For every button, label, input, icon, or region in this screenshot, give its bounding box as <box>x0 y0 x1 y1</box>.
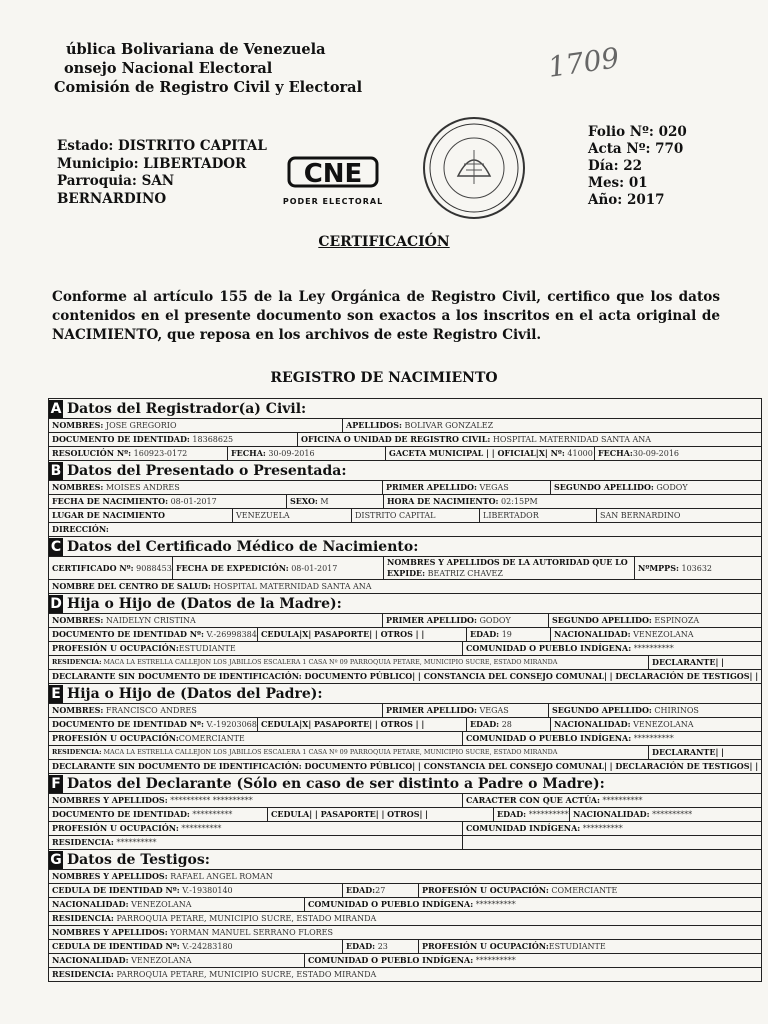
section-title: Datos del Declarante (Sólo en caso de ser distinto a Padre o Madre): <box>67 775 605 792</box>
declarant-capacity: CARACTER CON QUE ACTÚA: ********** <box>466 795 643 805</box>
child-second-surname: SEGUNDO APELLIDO: GODOY <box>554 482 688 492</box>
table-row <box>49 898 761 912</box>
mother-first-surname: PRIMER APELLIDO: GODOY <box>383 614 549 627</box>
table-row <box>49 523 761 537</box>
child-names: NOMBRES: MOISES ANDRES <box>49 481 383 494</box>
declarant-occupation: PROFESIÓN U OCUPACIÓN: ********** <box>49 822 463 835</box>
table-row <box>49 870 761 884</box>
declarant-age: EDAD: ********** <box>494 808 570 821</box>
table-row <box>49 968 761 981</box>
table-row <box>49 954 761 968</box>
location-parroquia-cont: BERNARDINO <box>57 190 167 207</box>
father-names: NOMBRES: FRANCISCO ANDRES <box>49 704 383 717</box>
health-center: NOMBRE DEL CENTRO DE SALUD: HOSPITAL MATERNIDAD SANTA ANA <box>52 581 372 591</box>
official-seal <box>420 114 528 222</box>
mpps-number: NºMPPS: 103632 <box>638 563 713 573</box>
table-row <box>49 419 761 433</box>
birthplace-state: DISTRITO CAPITAL <box>352 509 480 522</box>
table-row <box>49 718 761 732</box>
cne-logo <box>283 150 383 210</box>
table-row <box>49 794 761 808</box>
resolution-number: RESOLUCIÓN Nº: 160923-0172 <box>49 447 228 460</box>
witness-2-indigenous-community: COMUNIDAD O PUEBLO INDÍGENA: ********** <box>308 955 516 965</box>
issuer-line-3: Comisión de Registro Civil y Electoral <box>54 79 363 96</box>
witness-2-residence: RESIDENCIA: PARROQUIA PETARE, MUNICIPIO SUCRE, ESTADO MIRANDA <box>52 969 377 979</box>
section-a-header <box>49 399 761 419</box>
section-title: Datos del Presentado o Presentada: <box>67 462 347 479</box>
mother-names: NOMBRES: NAIDELYN CRISTINA <box>49 614 383 627</box>
witness-2-age: EDAD: 23 <box>343 940 419 953</box>
mother-residence: RESIDENCIA: MACA LA ESTRELLA CALLEJON LOS JABILLOS ESCALERA 1 CASA Nº 09 PARROQUIA PETARE, MUNICIPIO SUCRE, ESTADO MIRANDA <box>49 656 649 669</box>
section-c-header <box>49 537 761 557</box>
declarant-id: DOCUMENTO DE IDENTIDAD: ********** <box>49 808 268 821</box>
registry-title: REGISTRO DE NACIMIENTO <box>270 370 498 386</box>
table-row <box>49 614 761 628</box>
issue-date: FECHA DE EXPEDICIÓN: 08-01-2017 <box>173 557 384 579</box>
section-letter: F <box>49 775 63 793</box>
birth-date: FECHA DE NACIMIENTO: 08-01-2017 <box>49 495 287 508</box>
birth-registry-table <box>48 398 762 982</box>
table-row <box>49 822 761 836</box>
birth-time: HORA DE NACIMIENTO: 02:15PM <box>387 496 538 506</box>
birthplace-municipality: LIBERTADOR <box>480 509 597 522</box>
table-row <box>49 704 761 718</box>
section-letter: A <box>50 400 62 417</box>
section-letter: C <box>50 538 62 555</box>
certificate-number: CERTIFICADO Nº: 9088453 <box>49 557 173 579</box>
cne-logo-text: CNE <box>303 159 363 189</box>
acta-number: Acta Nº: 770 <box>588 141 684 157</box>
witness-1-id: CEDULA DE IDENTIDAD Nº: V.-19380140 <box>49 884 343 897</box>
declarant-id-type: CEDULA| | PASAPORTE| | OTROS| | <box>268 808 494 821</box>
issuer-header <box>54 40 362 97</box>
father-id: DOCUMENTO DE IDENTIDAD Nº: V.-19203068 <box>49 718 258 731</box>
folio-number: Folio Nº: 020 <box>588 124 687 140</box>
child-first-surname: PRIMER APELLIDO: VEGAS <box>383 481 551 494</box>
section-e-header <box>49 684 761 704</box>
father-first-surname: PRIMER APELLIDO: VEGAS <box>383 704 549 717</box>
table-row <box>49 447 761 461</box>
table-row <box>49 433 761 447</box>
folio-year: Año: 2017 <box>588 192 665 208</box>
mother-no-document: DECLARANTE SIN DOCUMENTO DE IDENTIFICACIÓN: DOCUMENTO PÚBLICO| | CONSTANCIA DEL CONSEJO COMUNAL| | DECLARACIÓN DE TESTIGOS| | <box>52 671 759 681</box>
table-row <box>49 656 761 670</box>
witness-2-nationality: NACIONALIDAD: VENEZOLANA <box>49 954 305 967</box>
father-age: EDAD: 28 <box>467 718 551 731</box>
witness-1-occupation: PROFESIÓN U OCUPACIÓN: COMERCIANTE <box>422 885 618 895</box>
section-letter: D <box>50 595 62 612</box>
certification-paragraph: Conforme al artículo 155 de la Ley Orgánica de Registro Civil, certifico que los datos contenidos en el presente documento son exactos a los inscritos en el acta original de NACIMIENTO, que reposa en los archivos de este Registro Civil. <box>52 289 720 343</box>
father-occupation: PROFESIÓN U OCUPACIÓN:COMERCIANTE <box>49 732 463 745</box>
mother-second-surname: SEGUNDO APELLIDO: ESPINOZA <box>552 615 700 625</box>
father-residence: RESIDENCIA: MACA LA ESTRELLA CALLEJON LOS JABILLOS ESCALERA 1 CASA Nº 09 PARROQUIA PETARE, MUNICIPIO SUCRE, ESTADO MIRANDA <box>49 746 649 759</box>
section-title: Datos del Registrador(a) Civil: <box>67 400 307 417</box>
gazette-date: FECHA:30-09-2016 <box>598 448 679 458</box>
section-letter: B <box>50 462 62 479</box>
mother-occupation: PROFESIÓN U OCUPACIÓN:ESTUDIANTE <box>49 642 463 655</box>
mother-indigenous-community: COMUNIDAD O PUEBLO INDÍGENA: ********** <box>466 643 674 653</box>
table-row <box>49 642 761 656</box>
declarant-residence-blank <box>463 836 761 849</box>
table-row <box>49 481 761 495</box>
witness-1-nationality: NACIONALIDAD: VENEZOLANA <box>49 898 305 911</box>
declarant-names: NOMBRES Y APELLIDOS: ********** ********** <box>49 794 463 807</box>
table-row <box>49 628 761 642</box>
witness-2-names: NOMBRES Y APELLIDOS: YORMAN MANUEL SERRANO FLORES <box>52 927 333 937</box>
witness-1-age: EDAD:27 <box>343 884 419 897</box>
cne-logo-subtitle: PODER ELECTORAL <box>283 197 383 206</box>
location-municipio: Municipio: LIBERTADOR <box>57 155 247 172</box>
resolution-date: FECHA: 30-09-2016 <box>228 447 386 460</box>
section-letter: G <box>50 851 62 868</box>
table-row <box>49 912 761 926</box>
mother-id: DOCUMENTO DE IDENTIDAD Nº: V.-26998384 <box>49 628 258 641</box>
mother-nationality: NACIONALIDAD: VENEZOLANA <box>554 629 694 639</box>
location-block <box>57 138 267 208</box>
table-row <box>49 557 761 580</box>
section-letter: E <box>49 685 63 703</box>
father-indigenous-community: COMUNIDAD O PUEBLO INDÍGENA: ********** <box>466 733 674 743</box>
section-b-header <box>49 461 761 481</box>
declarant-indigenous-community: COMUNIDAD INDÍGENA: ********** <box>466 823 623 833</box>
witness-1-names: NOMBRES Y APELLIDOS: RAFAEL ANGEL ROMAN <box>52 871 273 881</box>
table-row <box>49 670 761 684</box>
registrar-surnames: APELLIDOS: BOLIVAR GONZALEZ <box>346 420 494 430</box>
declarant-nationality: NACIONALIDAD: ********** <box>573 809 693 819</box>
table-row <box>49 884 761 898</box>
registrar-office: OFICINA O UNIDAD DE REGISTRO CIVIL: HOSPITAL MATERNIDAD SANTA ANA <box>301 434 652 444</box>
folio-month: Mes: 01 <box>588 175 648 191</box>
section-title: Hija o Hijo de (Datos del Padre): <box>67 685 323 702</box>
witness-2-occupation: PROFESIÓN U OCUPACIÓN:ESTUDIANTE <box>422 941 606 951</box>
sex: SEXO: M <box>287 495 384 508</box>
birthplace-country: VENEZUELA <box>233 509 352 522</box>
issuing-authority: NOMBRES Y APELLIDOS DE LA AUTORIDAD QUE LO EXPIDE: BEATRIZ CHAVEZ <box>384 557 635 579</box>
table-row <box>49 746 761 760</box>
table-row <box>49 509 761 523</box>
section-d-header <box>49 594 761 614</box>
section-title: Datos de Testigos: <box>67 851 210 868</box>
table-row <box>49 940 761 954</box>
address: DIRECCIÓN: <box>52 524 109 534</box>
folio-block <box>588 124 687 209</box>
declarant-residence: RESIDENCIA: ********** <box>49 836 463 849</box>
father-second-surname: SEGUNDO APELLIDO: CHIRINOS <box>552 705 699 715</box>
father-id-type: CEDULA|X| PASAPORTE| | OTROS | | <box>258 718 467 731</box>
table-row <box>49 732 761 746</box>
section-g-header <box>49 850 761 870</box>
table-row <box>49 580 761 594</box>
location-parroquia: Parroquia: SAN <box>57 173 175 189</box>
location-estado: Estado: DISTRITO CAPITAL <box>57 138 267 154</box>
father-no-document: DECLARANTE SIN DOCUMENTO DE IDENTIFICACIÓN: DOCUMENTO PÚBLICO| | CONSTANCIA DEL CONSEJO COMUNAL| | DECLARACIÓN DE TESTIGOS| | <box>52 761 759 771</box>
mother-age: EDAD: 19 <box>467 628 551 641</box>
witness-2-id: CEDULA DE IDENTIDAD Nº: V.-24283180 <box>49 940 343 953</box>
table-row <box>49 760 761 774</box>
table-row <box>49 495 761 509</box>
birthplace-parish: SAN BERNARDINO <box>600 511 681 520</box>
registrar-names: NOMBRES: JOSE GREGORIO <box>49 419 343 432</box>
father-declarant: DECLARANTE| | <box>652 747 725 757</box>
witness-1-indigenous-community: COMUNIDAD O PUEBLO INDÍGENA: ********** <box>308 899 516 909</box>
issuer-line-1: ública Bolivariana de Venezuela <box>66 41 326 58</box>
table-row <box>49 926 761 940</box>
mother-declarant: DECLARANTE| | <box>652 657 725 667</box>
mother-id-type: CEDULA|X| PASAPORTE| | OTROS | | <box>258 628 467 641</box>
certification-title: CERTIFICACIÓN <box>318 234 450 250</box>
birthplace-label: LUGAR DE NACIMIENTO <box>49 509 233 522</box>
witness-1-residence: RESIDENCIA: PARROQUIA PETARE, MUNICIPIO SUCRE, ESTADO MIRANDA <box>52 913 377 923</box>
section-f-header <box>49 774 761 794</box>
folio-day: Día: 22 <box>588 158 643 174</box>
issuer-line-2: onsejo Nacional Electoral <box>64 60 273 77</box>
gazette: GACETA MUNICIPAL | | OFICIAL|X| Nº: 41000 <box>386 447 595 460</box>
section-title: Datos del Certificado Médico de Nacimiento: <box>67 538 419 555</box>
registrar-id: DOCUMENTO DE IDENTIDAD: 18368625 <box>49 433 298 446</box>
handwritten-number: 1709 <box>546 41 622 84</box>
section-title: Hija o Hijo de (Datos de la Madre): <box>67 595 342 612</box>
table-row <box>49 836 761 850</box>
table-row <box>49 808 761 822</box>
father-nationality: NACIONALIDAD: VENEZOLANA <box>554 719 694 729</box>
